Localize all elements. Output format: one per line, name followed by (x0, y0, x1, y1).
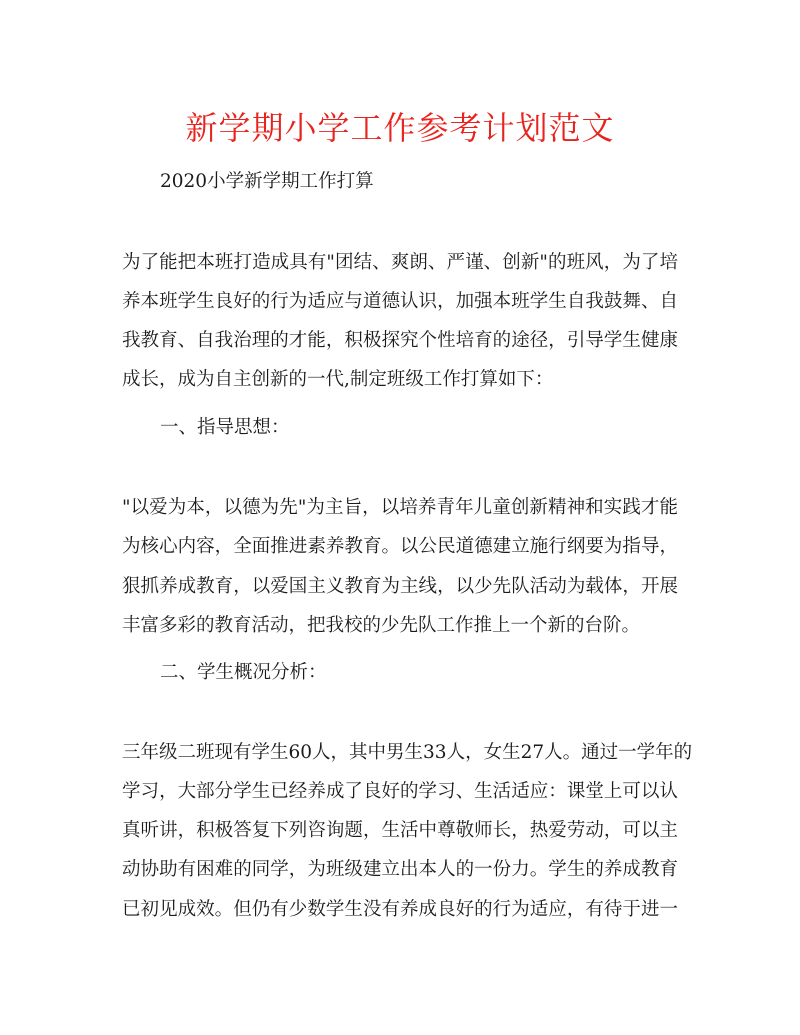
section1-line-4: 丰富多彩的教育活动，把我校的少先队工作推上一个新的台阶。 (122, 615, 641, 636)
intro-line-3: 我教育、自我治理的才能，积极探究个性培育的途径，引导学生健康 (122, 330, 678, 351)
section1-line-1: "以爱为本，以德为先"为主旨，以培养青年儿童创新精神和实践才能 (122, 497, 678, 518)
intro-line-4: 成长，成为自主创新的一代,制定班级工作打算如下： (122, 369, 554, 390)
document-title: 新学期小学工作参考计划范文 (185, 109, 615, 147)
section2-line-4: 动协助有困难的同学，为班级建立出本人的一份力。学生的养成教育 (122, 859, 678, 880)
section1-heading: 一、指导思想： (160, 417, 290, 438)
section2-line-5: 已初见成效。但仍有少数学生没有养成良好的行为适应，有待于进一 (122, 899, 678, 920)
document-subtitle: 2020小学新学期工作打算 (160, 171, 374, 192)
section1-line-2: 为核心内容，全面推进素养教育。以公民道德建立施行纲要为指导， (122, 536, 678, 557)
section2-line-3: 真听讲，积极答复下列咨询题，生活中尊敬师长，热爱劳动，可以主 (122, 820, 678, 841)
section2-line-1: 三年级二班现有学生60人，其中男生33人，女生27人。通过一学年的 (122, 742, 693, 763)
section2-line-2: 学习，大部分学生已经养成了良好的学习、生活适应：课堂上可以认 (122, 781, 678, 802)
intro-line-2: 养本班学生良好的行为适应与道德认识，加强本班学生自我鼓舞、自 (122, 291, 678, 312)
section2-heading: 二、学生概况分析： (160, 662, 327, 683)
intro-line-1: 为了能把本班打造成具有"团结、爽朗、严谨、创新"的班风，为了培 (122, 252, 678, 273)
section1-line-3: 狠抓养成教育，以爱国主义教育为主线，以少先队活动为载体，开展 (122, 576, 678, 597)
